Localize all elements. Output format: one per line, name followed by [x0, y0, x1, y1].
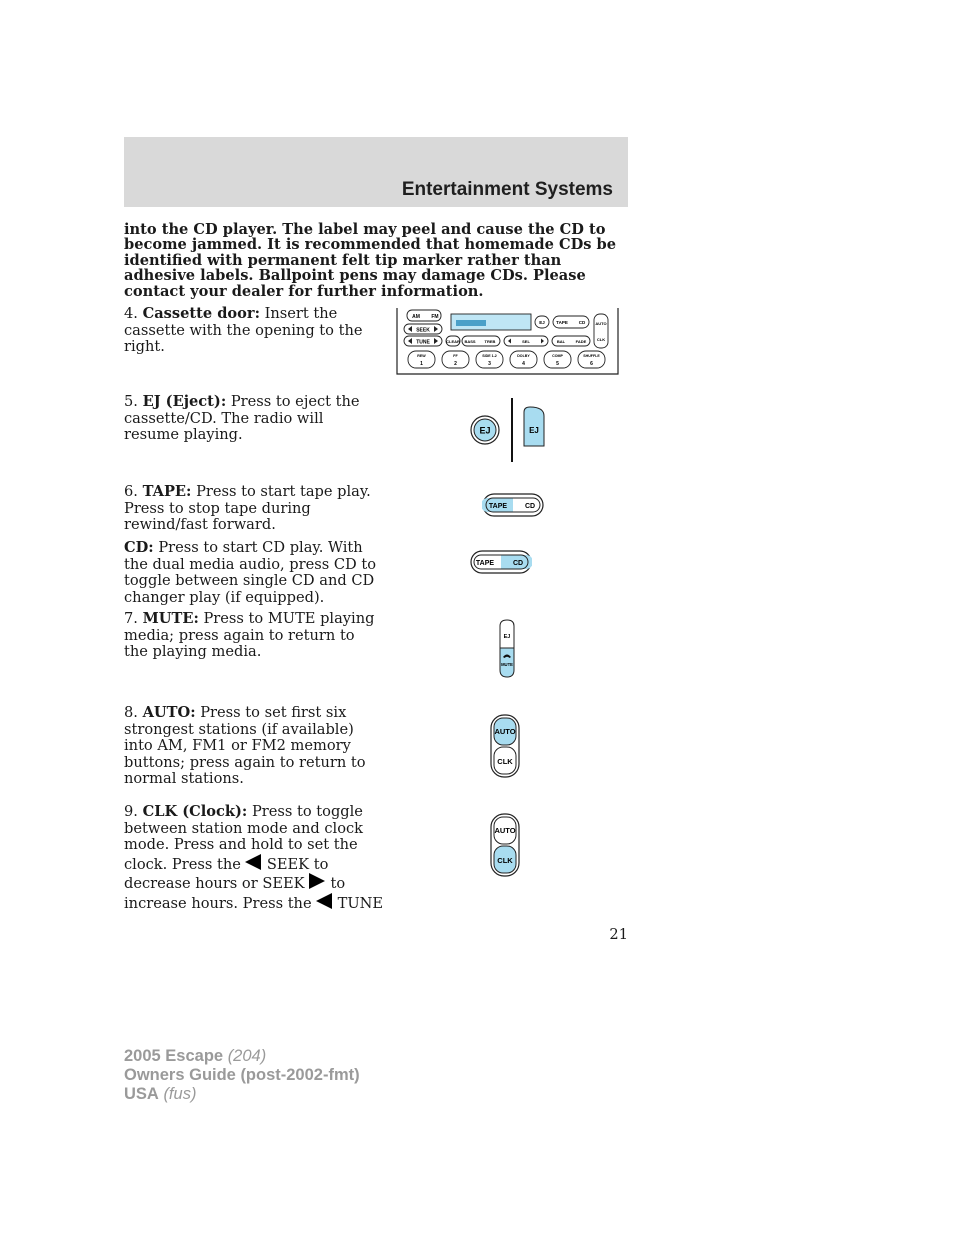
- radio-seek-label: SEEK: [416, 327, 430, 334]
- clk-plain-label: CLK: [497, 757, 513, 766]
- item-cassette-door: [124, 306, 378, 356]
- radio-bass-label: BASS: [464, 339, 476, 344]
- item-text: Press to set first six strongest stations (if available) into AM, FM1 or FM2 memory buttons; press again to return to normal stations.: [124, 704, 366, 788]
- item-term: EJ (Eject):: [142, 393, 227, 410]
- cd-button-figure: [470, 550, 532, 574]
- item-term: CLK (Clock):: [142, 803, 248, 820]
- tape-plain-label: TAPE: [475, 560, 495, 567]
- radio-preset-label: DOLBY: [517, 354, 530, 358]
- footer-line-2: [124, 1066, 360, 1085]
- radio-auto-label: AUTO: [595, 321, 607, 326]
- footer-model-code: (204): [227, 1047, 267, 1065]
- item-number: 9.: [124, 803, 138, 820]
- radio-preset-number: 6: [590, 361, 593, 367]
- footer-market: USA: [124, 1085, 159, 1103]
- clk-button-figure: [490, 813, 520, 877]
- eject-round-label: EJ: [479, 425, 491, 436]
- footer-market-code: (fus): [163, 1085, 197, 1103]
- item-text: SEEK to decrease hours or SEEK: [124, 855, 329, 893]
- auto-button-figure: [490, 714, 520, 778]
- header-band: [124, 137, 628, 207]
- footer-model: 2005 Escape: [124, 1047, 224, 1065]
- item-term: CD:: [124, 539, 154, 556]
- auto-plain-label: AUTO: [494, 826, 516, 835]
- item-text: Insert the cassette with the opening to the right.: [124, 305, 363, 356]
- radio-clear-label: CLEAR: [446, 339, 460, 344]
- radio-treb-label: TREB: [484, 339, 496, 344]
- radio-tape-label: TAPE: [556, 320, 568, 325]
- tape-button-figure: [482, 493, 544, 517]
- item-number: 8.: [124, 704, 138, 721]
- radio-clk-label: CLK: [596, 337, 606, 342]
- radio-preset-label: SIDE 1-2: [482, 354, 497, 358]
- item-text: Press to start tape play. Press to stop tape during rewind/fast forward.: [124, 483, 371, 534]
- item-clock: [124, 804, 384, 913]
- item-text: Press to start CD play. With the dual media audio, press CD to toggle between single CD and CD changer play (if equipped).: [124, 539, 377, 606]
- item-number: 4.: [124, 305, 138, 322]
- item-number: 5.: [124, 393, 138, 410]
- mute-button-figure: [496, 618, 518, 680]
- footer-guide: Owners Guide (post-2002-fmt): [124, 1066, 360, 1084]
- radio-preset-number: 4: [522, 361, 525, 367]
- cd-plain-label: CD: [524, 503, 536, 510]
- radio-preset-number: 5: [556, 361, 559, 367]
- tape-highlight-label: TAPE: [488, 503, 508, 510]
- footer-line-1: [124, 1047, 360, 1066]
- tune-back-arrow-icon: [316, 893, 332, 909]
- radio-preset-number: 2: [454, 361, 457, 367]
- mute-label: MUTE: [501, 662, 513, 667]
- item-mute: [124, 611, 378, 661]
- radio-faceplate-figure: [396, 308, 620, 376]
- eject-button-figure: [466, 396, 550, 464]
- radio-preset-row: [408, 351, 605, 368]
- seek-back-arrow-icon: [245, 854, 261, 870]
- eject-side-label: EJ: [529, 426, 539, 435]
- radio-tune-label: TUNE: [416, 339, 430, 346]
- item-number: 7.: [124, 610, 138, 627]
- item-text: Press to eject the cassette/CD. The radio will resume playing.: [124, 393, 360, 444]
- footer-line-3: [124, 1085, 360, 1104]
- section-title: Entertainment Systems: [401, 179, 613, 200]
- item-text: to increase hours. Press the: [124, 875, 346, 912]
- item-text: TUNE: [337, 894, 384, 912]
- radio-preset-label: COMP: [552, 354, 563, 358]
- item-term: AUTO:: [142, 704, 196, 721]
- item-number: 6.: [124, 483, 138, 500]
- item-term: TAPE:: [142, 483, 192, 500]
- radio-preset-label: SHUFFLE: [583, 354, 600, 358]
- cd-highlight-label: CD: [512, 560, 524, 567]
- item-term: Cassette door:: [142, 305, 260, 322]
- item-auto: [124, 705, 378, 788]
- intro-paragraph: into the CD player. The label may peel and cause the CD to become jammed. It is recommended that homemade CDs be identified with permanent felt tip marker rather than adhesive labels. Ballpoint pens may damage CDs. Please contact your dealer for further information.: [124, 221, 617, 300]
- radio-ej-label: EJ: [539, 320, 545, 325]
- radio-fm-label: FM: [431, 314, 439, 320]
- item-text: Press to toggle between station mode and clock mode. Press and hold to set the clock. Press the: [124, 803, 364, 873]
- footer: [124, 1047, 360, 1104]
- seek-forward-arrow-icon: [309, 873, 325, 889]
- radio-bal-label: BAL: [556, 339, 566, 344]
- radio-preset-label: FF: [453, 354, 458, 358]
- radio-cd-label: CD: [578, 320, 586, 325]
- clk-highlight-label: CLK: [497, 856, 513, 865]
- item-eject: [124, 394, 378, 444]
- radio-am-label: AM: [412, 314, 420, 320]
- page-number: 21: [609, 926, 628, 943]
- auto-highlight-label: AUTO: [494, 727, 516, 736]
- radio-preset-number: 1: [420, 361, 423, 367]
- mute-ej-label: EJ: [503, 634, 511, 640]
- radio-sel-label: SEL: [522, 339, 530, 344]
- radio-preset-label: REW: [417, 354, 426, 358]
- radio-fade-label: FADE: [575, 339, 587, 344]
- item-term: MUTE:: [142, 610, 199, 627]
- item-text: Press to MUTE playing media; press again to return to the playing media.: [124, 610, 375, 661]
- item-cd: [124, 540, 378, 606]
- item-tape: [124, 484, 378, 534]
- radio-preset-number: 3: [488, 361, 491, 367]
